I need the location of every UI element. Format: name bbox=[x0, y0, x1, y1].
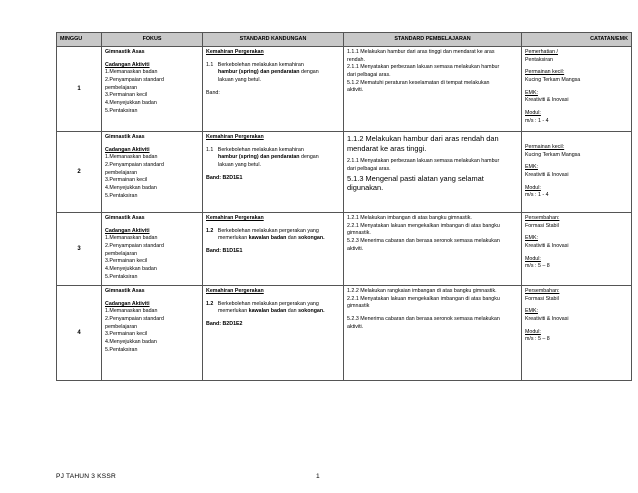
pembelajaran-line: 2.1.1 Menyatakan perbezaan lakuan semasa melakukan hambur bbox=[347, 158, 500, 165]
catatan-text: Kreativiti & Inovasi bbox=[525, 316, 569, 323]
fokus-item: 3.Permainan kecil bbox=[105, 258, 148, 265]
kandungan-line bbox=[206, 69, 340, 77]
fokus-item: 1.Memanaskan badan bbox=[105, 308, 158, 315]
kandungan-bold: kawalan badan bbox=[248, 308, 287, 315]
kandungan-bold: sokongan. bbox=[298, 235, 325, 242]
fokus-item: pembelajaran bbox=[105, 250, 138, 257]
fokus-item: pembelajaran bbox=[105, 323, 138, 330]
band-label: Band: bbox=[206, 89, 220, 96]
table-row bbox=[57, 213, 632, 286]
lesson-plan-table bbox=[56, 32, 632, 381]
catatan-label: EMK: bbox=[525, 89, 538, 96]
pembelajaran-line: 2.2.1 Menyatakan lakuan mengekalkan imbangan di atas bangku bbox=[347, 295, 500, 302]
fokus-cell bbox=[102, 286, 203, 381]
kandungan-cell bbox=[203, 132, 344, 213]
catatan-label: Persembahan: bbox=[525, 215, 560, 221]
kandungan-line bbox=[206, 62, 340, 70]
pembelajaran-line: dari pelbagai aras. bbox=[347, 165, 391, 172]
kandungan-text: dan bbox=[286, 235, 299, 242]
fokus-cell bbox=[102, 213, 203, 286]
catatan-text: Pentaksiran bbox=[525, 56, 553, 63]
table-row bbox=[57, 286, 632, 381]
catatan-cell bbox=[522, 132, 632, 213]
catatan-label: Permainan kecil: bbox=[525, 69, 565, 76]
header-standard-kandungan: STANDARD KANDUNGAN bbox=[203, 33, 344, 47]
kandungan-title: Kemahiran Pergerakan bbox=[206, 215, 264, 221]
fokus-item: 2.Penyampaian standard bbox=[105, 316, 164, 323]
fokus-cell bbox=[102, 47, 203, 132]
pembelajaran-line: 5.1.3 Mengenal pasti alatan yang selamat digunakan. bbox=[347, 173, 484, 193]
kandungan-bold: hambur (spring) dan pendaratan bbox=[218, 69, 300, 76]
kandungan-bold: hambur (spring) dan pendaratan bbox=[218, 154, 300, 161]
fokus-item: 5.Pentaksiran bbox=[105, 273, 138, 280]
kandungan-text: lakuan yang betul. bbox=[218, 162, 261, 169]
pembelajaran-line: 1.2.1 Melakukan imbangan di atas bangku gimnastik. bbox=[347, 215, 472, 221]
kandungan-text: dengan bbox=[299, 69, 319, 76]
catatan-cell bbox=[522, 213, 632, 286]
table-header-row bbox=[57, 33, 632, 47]
kandungan-text: memerlukan bbox=[218, 308, 249, 315]
catatan-text: Formasi Stabil bbox=[525, 295, 559, 302]
band-label: Band: B2D1E2 bbox=[206, 321, 243, 328]
catatan-label: EMK: bbox=[525, 235, 538, 242]
header-minggu: MINGGU bbox=[57, 33, 102, 47]
catatan-label: Modul: bbox=[525, 184, 541, 191]
week-number: 1 bbox=[57, 47, 102, 132]
kandungan-title: Kemahiran Pergerakan bbox=[206, 134, 264, 140]
pembelajaran-line: mendarat ke aras tinggi. bbox=[347, 143, 427, 153]
pembelajaran-line: aktiviti. bbox=[347, 323, 364, 330]
fokus-item: 2.Penyampaian standard bbox=[105, 162, 164, 169]
fokus-item: 4.Menyejukkan badan bbox=[105, 266, 157, 273]
catatan-text: Kreativiti & Inovasi bbox=[525, 172, 569, 179]
kandungan-text: dan bbox=[286, 308, 299, 315]
catatan-text: m/s : 5 – 8 bbox=[525, 336, 550, 343]
kandungan-line bbox=[206, 308, 340, 316]
kandungan-num: 1.1 bbox=[206, 146, 214, 153]
fokus-item: pembelajaran bbox=[105, 169, 138, 176]
fokus-item: 5.Pentaksiran bbox=[105, 107, 138, 114]
fokus-cell bbox=[102, 132, 203, 213]
week-number: 2 bbox=[57, 132, 102, 213]
pembelajaran-line: 1.1.1 Melakukan hambur dari aras tinggi dan mendarat ke aras bbox=[347, 49, 495, 55]
fokus-item: 2.Penyampaian standard bbox=[105, 77, 164, 84]
kandungan-line bbox=[206, 228, 340, 236]
table-row bbox=[57, 47, 632, 132]
catatan-text: m/s : 1 - 4 bbox=[525, 117, 549, 124]
kandungan-text: Berkebolehan melakukan kemahiran bbox=[217, 146, 304, 153]
catatan-label: Modul: bbox=[525, 110, 541, 117]
catatan-text: Kreativiti & Inovasi bbox=[525, 97, 569, 104]
catatan-label: Permainan kecil: bbox=[525, 144, 565, 150]
catatan-cell bbox=[522, 47, 632, 132]
catatan-label: Pemerhatian / bbox=[525, 49, 558, 55]
pembelajaran-line: gimnastik bbox=[347, 303, 370, 310]
fokus-item: 3.Permainan kecil bbox=[105, 177, 148, 184]
kandungan-text: Berkebolehan melakukan pergerakan yang bbox=[217, 227, 319, 234]
band-label: Band: B2D1E1 bbox=[206, 174, 243, 181]
kandungan-num: 1.2 bbox=[206, 300, 214, 307]
catatan-text: Formasi Stabil bbox=[525, 222, 559, 229]
fokus-title: Gimnastik Asas bbox=[105, 288, 145, 294]
pembelajaran-line: 5.2.3 Menerima cabaran dan berasa seronok semasa melakukan bbox=[347, 316, 500, 323]
pembelajaran-line: gimnastik. bbox=[347, 230, 371, 237]
kandungan-bold: kawalan badan bbox=[248, 235, 287, 242]
pembelajaran-line: 2.1.1 Menyatakan perbezaan lakuan semasa melakukan hambur bbox=[347, 64, 500, 71]
pembelajaran-line: 1.2.2 Melakukan rangkaian imbangan di atas bangku gimnastik. bbox=[347, 288, 497, 294]
catatan-label: Persembahan: bbox=[525, 288, 560, 294]
kandungan-text: Berkebolehan melakukan pergerakan yang bbox=[217, 300, 319, 307]
fokus-sub: Cadangan Aktiviti bbox=[105, 61, 150, 68]
pembelajaran-line: dari pelbagai aras. bbox=[347, 72, 391, 79]
fokus-sub: Cadangan Aktiviti bbox=[105, 146, 150, 153]
kandungan-cell bbox=[203, 286, 344, 381]
pembelajaran-line: aktiviti. bbox=[347, 245, 364, 252]
catatan-text: Kucing Terkam Mangsa bbox=[525, 151, 581, 158]
fokus-item: 5.Pentaksiran bbox=[105, 192, 138, 199]
kandungan-line bbox=[206, 301, 340, 309]
fokus-item: 5.Pentaksiran bbox=[105, 346, 138, 353]
pembelajaran-line: 2.2.1 Menyatakan lakuan mengekalkan imbangan di atas bangku bbox=[347, 222, 500, 229]
kandungan-line bbox=[206, 154, 340, 162]
header-standard-pembelajaran: STANDARD PEMBELAJARAN bbox=[344, 33, 522, 47]
week-number: 4 bbox=[57, 286, 102, 381]
header-catatan: CATATAN/EMK bbox=[522, 33, 632, 47]
kandungan-text: Berkebolehan melakukan kemahiran bbox=[217, 61, 304, 68]
kandungan-cell bbox=[203, 47, 344, 132]
pembelajaran-cell bbox=[344, 286, 522, 381]
fokus-item: 3.Permainan kecil bbox=[105, 92, 148, 99]
catatan-label: EMK: bbox=[525, 308, 538, 315]
kandungan-num: 1.2 bbox=[206, 227, 214, 234]
week-number: 3 bbox=[57, 213, 102, 286]
catatan-text: Kucing Terkam Mangsa bbox=[525, 77, 581, 84]
catatan-label: EMK: bbox=[525, 164, 538, 171]
header-fokus: FOKUS bbox=[102, 33, 203, 47]
kandungan-title: Kemahiran Pergerakan bbox=[206, 288, 264, 294]
table-row bbox=[57, 132, 632, 213]
fokus-item: 4.Menyejukkan badan bbox=[105, 339, 157, 346]
kandungan-line bbox=[206, 235, 340, 243]
kandungan-bold: sokongan. bbox=[298, 308, 325, 315]
catatan-text: Kreativiti & Inovasi bbox=[525, 243, 569, 250]
fokus-item: pembelajaran bbox=[105, 84, 138, 91]
fokus-item: 3.Permainan kecil bbox=[105, 331, 148, 338]
kandungan-num: 1.1 bbox=[206, 61, 214, 68]
fokus-sub: Cadangan Aktiviti bbox=[105, 227, 150, 234]
kandungan-cell bbox=[203, 213, 344, 286]
fokus-item: 2.Penyampaian standard bbox=[105, 243, 164, 250]
pembelajaran-line: 5.2.3 Menerima cabaran dan berasa seronok semasa melakukan bbox=[347, 238, 500, 245]
pembelajaran-line: 5.1.2 Mematuhi peraturan keselamatan di tempat melakukan bbox=[347, 79, 490, 86]
catatan-label: Modul: bbox=[525, 255, 541, 262]
pembelajaran-cell bbox=[344, 132, 522, 213]
kandungan-text: memerlukan bbox=[218, 235, 249, 242]
footer-title: PJ TAHUN 3 KSSR bbox=[56, 473, 116, 480]
fokus-item: 1.Memanaskan badan bbox=[105, 69, 158, 76]
pembelajaran-cell bbox=[344, 213, 522, 286]
fokus-title: Gimnastik Asas bbox=[105, 134, 145, 140]
kandungan-title: Kemahiran Pergerakan bbox=[206, 49, 264, 55]
pembelajaran-line: 1.1.2 Melakukan hambur dari aras rendah dan bbox=[347, 134, 499, 143]
fokus-item: 1.Memanaskan badan bbox=[105, 235, 158, 242]
fokus-title: Gimnastik Asas bbox=[105, 215, 145, 221]
fokus-item: 4.Menyejukkan badan bbox=[105, 100, 157, 107]
band-label: Band: B1D1E1 bbox=[206, 248, 243, 255]
catatan-text: m/s : 5 – 8 bbox=[525, 263, 550, 270]
catatan-cell bbox=[522, 286, 632, 381]
pembelajaran-cell bbox=[344, 47, 522, 132]
pembelajaran-line: aktiviti. bbox=[347, 87, 364, 94]
pembelajaran-line: rendah. bbox=[347, 56, 365, 63]
kandungan-text: dengan bbox=[299, 154, 319, 161]
fokus-item: 4.Menyejukkan badan bbox=[105, 185, 157, 192]
kandungan-text: lakuan yang betul. bbox=[218, 77, 261, 84]
kandungan-line bbox=[206, 147, 340, 155]
fokus-sub: Cadangan Aktiviti bbox=[105, 300, 150, 307]
fokus-item: 1.Memanaskan badan bbox=[105, 154, 158, 161]
fokus-title: Gimnastik Asas bbox=[105, 49, 145, 55]
catatan-label: Modul: bbox=[525, 328, 541, 335]
page-number: 1 bbox=[316, 473, 320, 480]
catatan-text: m/s : 1 - 4 bbox=[525, 192, 549, 199]
